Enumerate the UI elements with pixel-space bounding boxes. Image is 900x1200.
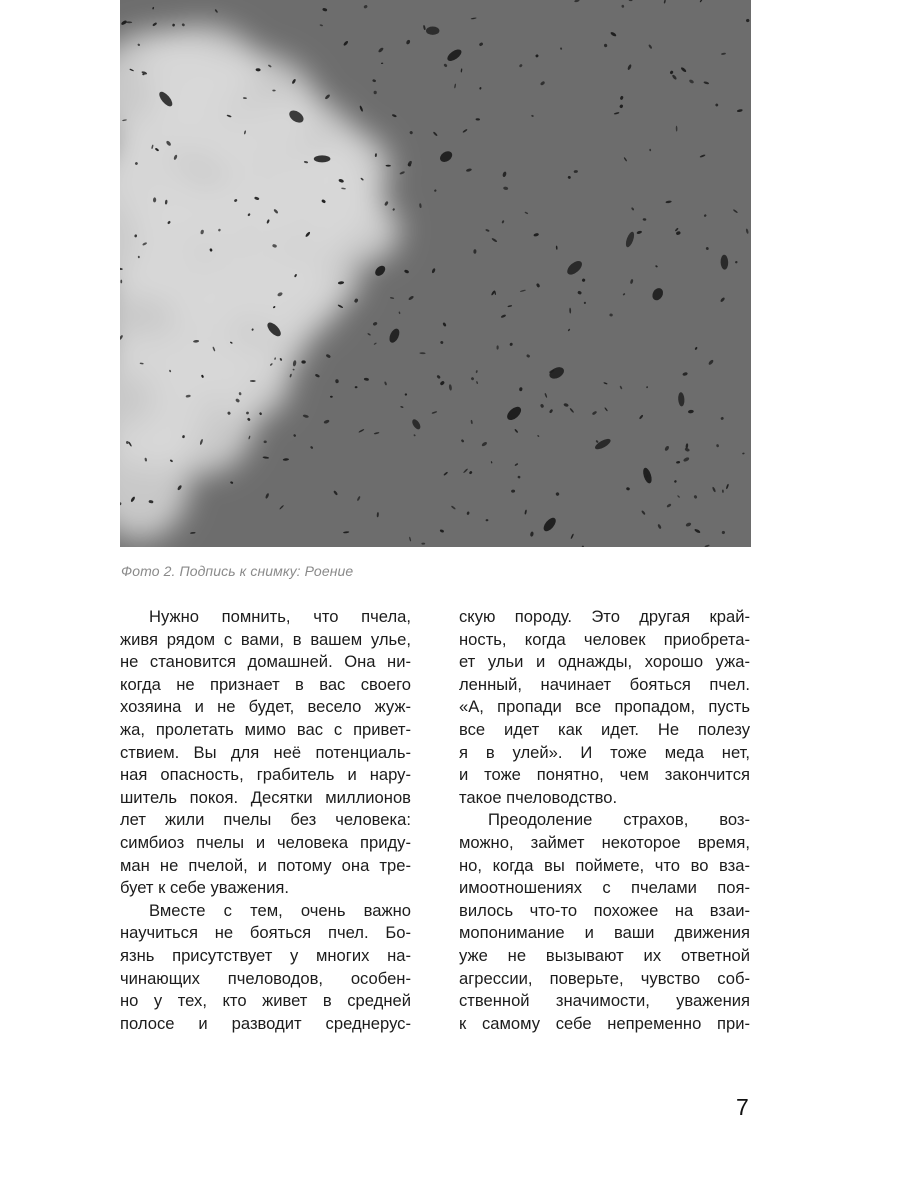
text-line: Вместе с тем, очень важно <box>149 900 411 920</box>
text-line: к самому себе непременно при- <box>459 1013 750 1033</box>
text-line: ман не пчелой, и потому она тре- <box>120 855 411 875</box>
text-line: не становится домашней. Она ни- <box>120 652 411 672</box>
text-line: шитель покоя. Десятки миллионов <box>120 787 411 807</box>
text-line: лет жили пчелы без человека: <box>120 810 411 830</box>
text-line: ет ульи и однажды, хорошо ужа- <box>459 652 750 672</box>
text-line: имоотношениях с пчелами поя- <box>459 878 750 898</box>
bee <box>426 27 439 35</box>
swarm-photo <box>120 0 751 547</box>
text-line: но, когда вы поймете, что во вза- <box>459 855 750 875</box>
text-line: мопонимание и ваши движения <box>459 923 750 943</box>
text-line: но у тех, кто живет в средней <box>120 991 411 1011</box>
swarm-photo-image <box>120 0 751 547</box>
text-line: ственной значимости, уважения <box>459 991 750 1011</box>
text-line: Преодоление страхов, воз- <box>488 810 750 830</box>
text-line: ствием. Вы для неё потенциаль- <box>120 742 411 762</box>
text-line: такое пчеловодство. <box>459 787 618 807</box>
text-column-right <box>459 606 750 1035</box>
text-line: вилось что-то похожее на взаи- <box>459 900 750 920</box>
text-line: уже не вызывают их ответной <box>459 945 750 965</box>
text-line: и тоже понятно, чем закончится <box>459 765 750 785</box>
text-line: агрессии, поверьте, чувство соб- <box>459 968 750 988</box>
text-line: все идет как идет. Не полезу <box>459 719 750 739</box>
text-line: симбиоз пчелы и человека приду- <box>120 832 411 852</box>
text-line: чинающих пчеловодов, особен- <box>120 968 411 988</box>
text-line: ная опасность, грабитель и нару- <box>120 765 411 785</box>
text-line: жа, пролетать мимо вас с привет- <box>120 719 411 739</box>
text-line: скую породу. Это другая край- <box>459 607 750 626</box>
text-line: живя рядом с вами, в вашем улье, <box>120 629 411 649</box>
text-line: «А, пропади все пропадом, пусть <box>459 697 750 717</box>
text-line: можно, займет некоторое время, <box>459 832 750 852</box>
text-line: ность, когда человек приобрета- <box>459 629 750 649</box>
text-column-left <box>120 606 411 1035</box>
bee <box>120 280 122 284</box>
text-line: научиться не бояться пчел. Бо- <box>120 923 411 943</box>
bee <box>314 155 331 162</box>
text-line: хозяина и не будет, весело жуж- <box>120 697 411 717</box>
text-line: полосе и разводит среднерус- <box>120 1013 411 1033</box>
cloud-puff <box>280 250 360 310</box>
text-line: Нужно помнить, что пчела, <box>149 607 411 626</box>
text-line: я в улей». И тоже меда нет, <box>459 742 750 762</box>
cloud-puff <box>210 340 290 420</box>
text-line: бует к себе уважения. <box>120 878 290 898</box>
photo-caption: Фото 2. Подпись к снимку: Роение <box>121 563 354 579</box>
text-line: язнь присутствует у многих на- <box>120 945 411 965</box>
text-line: ленный, начинает бояться пчел. <box>459 674 750 694</box>
text-line: когда не признает в вас своего <box>120 674 411 694</box>
page-number: 7 <box>736 1094 749 1120</box>
